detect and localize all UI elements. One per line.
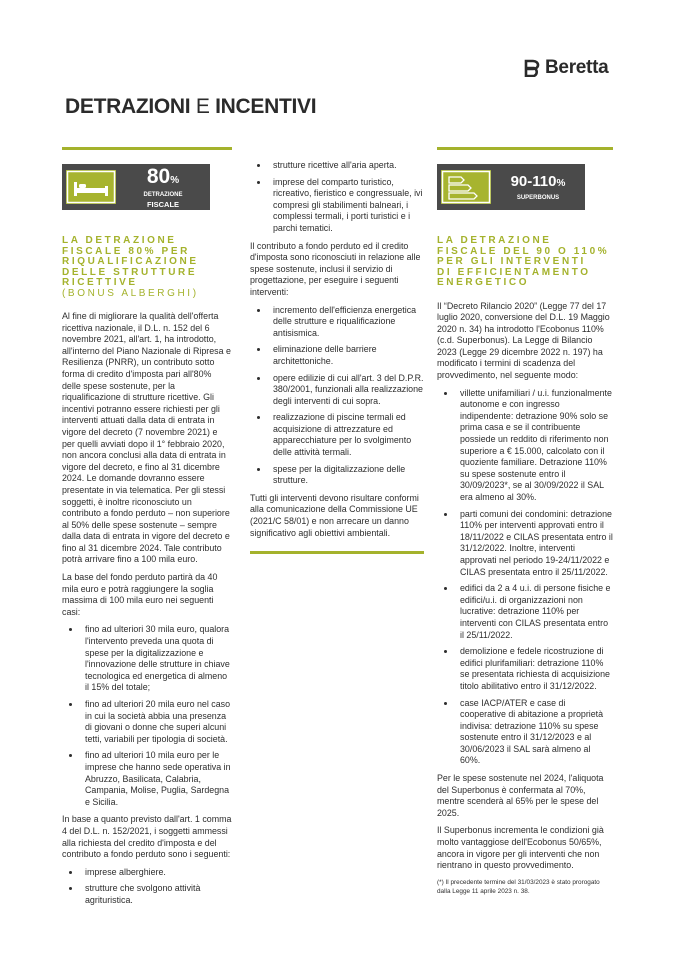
brand-logo	[523, 57, 608, 79]
list-item: • strutture che svolgono attività agrituristica.	[81, 883, 232, 906]
section-heading	[437, 236, 613, 289]
list-item: • parti comuni dei condomini: detrazione 110% per interventi approvati entro il 18/11/2022 e CILAS presentata entro il 31/12/2022. Inoltre, interventi approvati nel periodo 19-24/11/2022 e CILAS presentata entro il 25/11/2022.	[456, 509, 613, 579]
paragraph: In base a quanto previsto dall'art. 1 comma 4 del D.L. n. 152/2021, i soggetti ammessi alla richiesta del credito d'imposta e del contributo a fondo perduto sono i seguenti:	[62, 814, 232, 860]
list-item: • incremento dell'efficienza energetica delle strutture e riqualificazione antisismica.	[269, 305, 425, 340]
list-item: • realizzazione di piscine termali ed acquisizione di attrezzature ed apparecchiature per lo svolgimento delle attività termali.	[269, 412, 425, 458]
energy-class-icon	[441, 170, 491, 204]
badge-label-1: DETRAZIONE	[143, 191, 183, 198]
badge-superbonus	[437, 164, 585, 210]
list-item: • imprese alberghiere.	[81, 867, 232, 879]
heading-line: LA DETRAZIONE	[62, 235, 177, 246]
heading-line: RIQUALIFICAZIONE	[62, 256, 199, 267]
heading-line: LA DETRAZIONE	[437, 235, 552, 246]
section-rule	[62, 147, 232, 150]
heading-line: ENERGETICO	[437, 277, 530, 288]
list-item: • imprese del comparto turistico, ricreativo, fieristico e congressuale, ivi compresi gli stabilimenti balneari, i complessi termali, i porti turistici e i parchi tematici.	[269, 177, 425, 235]
page-title-part3: INCENTIVI	[215, 95, 317, 118]
list-item: • demolizione e fedele ricostruzione di edifici plurifamiliari: detrazione 110% se presentata richiesta di acquisizione titolo abilitativo entro il 31/12/2022.	[456, 646, 613, 692]
list-item: • opere edilizie di cui all'art. 3 del D.P.R. 380/2001, funzionali alla realizzazione degli interventi di cui sopra.	[269, 373, 425, 408]
badge-value: 90-110	[510, 173, 557, 190]
bullet-list	[62, 867, 232, 907]
footnote: (*) Il precedente termine del 31/03/2023 è stato prorogato dalla Legge 11 aprile 2023 n. 38.	[437, 878, 600, 895]
bullet-list	[437, 388, 613, 767]
list-item: • fino ad ulteriori 20 mila euro nel caso in cui la società abbia una presenza di giovani o donne che superi alcuni tetti, variabili per tipologia di società.	[81, 699, 232, 745]
list-item: • edifici da 2 a 4 u.i. di persone fisiche e edifici/u.i. di organizzazioni non lucrative: detrazione 110% per interventi con CILAS presentata entro il 25/11/2022.	[456, 583, 613, 641]
paragraph: Tutti gli interventi devono risultare conformi alla comunicazione della Commissione UE (2021/C 58/01) e non arrecare un danno significativo agli obiettivi ambientali.	[250, 492, 419, 538]
bullet-list	[250, 160, 425, 235]
heading-line: RICETTIVE	[62, 277, 138, 288]
badge-80	[62, 164, 210, 210]
section-heading	[62, 236, 232, 299]
paragraph: Per le spese sostenute nel 2024, l'aliquota del Superbonus è confermata al 70%, mentre scenderà al 65% per le spese del 2025.	[437, 773, 604, 818]
hotel-bed-icon	[66, 170, 116, 204]
list-item: • villette unifamiliari / u.i. funzionalmente autonome e con ingresso indipendente: detrazione 90% solo se prima casa e se il contribuente possiede un reddito di riferimento non superiore a € 15.000, calcolato con il quoziente familiare. Detrazione 110% su spese sostenute entro il 30/09/2023*, se al 30/09/2022 il SAL era almeno al 30%.	[456, 388, 613, 504]
list-item: • case IACP/ATER e case di cooperative di abitazione a proprietà indivisa: detrazione 110% su spese sostenute entro il 31/12/2023 e al 30/06/2023 il SAL sarà almeno al 60%.	[456, 698, 613, 768]
page-title-part1: DETRAZIONI	[65, 95, 191, 118]
heading-line: PER GLI INTERVENTI	[437, 256, 586, 267]
list-item: • strutture ricettive all'aria aperta.	[269, 160, 425, 172]
page-title-part2: E	[195, 95, 210, 118]
list-item: • spese per la digitalizzazione delle strutture.	[269, 464, 425, 487]
badge-percent: %	[556, 178, 566, 189]
list-item: • eliminazione delle barriere architettoniche.	[269, 344, 425, 367]
logo-text: Beretta	[545, 57, 609, 78]
paragraph: La base del fondo perduto partirà da 40 mila euro e potrà raggiungere la soglia massima di 100 mila euro nei seguenti casi:	[62, 572, 218, 617]
paragraph: Il contributo a fondo perduto ed il credito d'imposta sono riconosciuti in relazione alle spese sostenute, inclusi il servizio di progettazione, per eseguire i seguenti interventi:	[250, 240, 421, 297]
column-bonus-alberghi	[62, 147, 232, 913]
section-rule	[437, 147, 613, 150]
badge-percent: %	[170, 174, 180, 186]
column-superbonus	[437, 147, 613, 896]
heading-line: DI EFFICIENTAMENTO	[437, 266, 591, 278]
list-item: • fino ad ulteriori 30 mila euro, qualora l'intervento preveda una quota di spese per la digitalizzazione e l'innovazione delle strutture in chiave tecnologica ed energetica di almeno il 15% del totale;	[81, 624, 232, 694]
paragraph: Il “Decreto Rilancio 2020” (Legge 77 del 17 luglio 2020, conversione del D.L. 19 Maggio 2020 n. 34) ha introdotto l'Ecobonus 110% (c.d. Superbonus). La Legge di Bilancio 2023 (Legge 29 dicembre 2022 n. 197) ha modificato i termini di scadenza del provvedimento, nel seguente modo:	[437, 300, 610, 381]
column-continuation	[250, 160, 425, 554]
bullet-list	[250, 305, 425, 487]
heading-line: FISCALE 80% PER	[62, 245, 190, 257]
section-end-rule	[250, 551, 424, 554]
list-item: • fino ad ulteriori 10 mila euro per le imprese che hanno sede operativa in Abruzzo, Basilicata, Calabria, Campania, Molise, Puglia, Sardegna e Sicilia.	[81, 750, 232, 808]
badge-label-2: FISCALE	[146, 199, 180, 209]
badge-value: 80	[146, 164, 171, 188]
heading-line: FISCALE DEL 90 O 110%	[437, 245, 610, 257]
bullet-list	[62, 624, 232, 808]
badge-label-1: SUPERBONUS	[516, 195, 560, 201]
paragraph: Il Superbonus incrementa le condizioni già molto vantaggiose dell'Ecobonus 50/65%, ancora in vigore per gli interventi che non rientrano in questo provvedimento.	[437, 825, 604, 871]
page-title	[65, 95, 316, 119]
heading-line: (BONUS ALBERGHI)	[62, 287, 199, 299]
beretta-logo-icon	[523, 59, 541, 77]
paragraph: Al fine di migliorare la qualità dell'offerta ricettiva nazionale, il D.L. n. 152 del 6 novembre 2021, all'art. 1, ha introdotto, all'interno del Piano Nazionale di Ripresa e Resilienza (PNRR), un contributo sotto forma di credito d'imposta pari all'80% delle spese sostenute, per la riqualificazione di strutture ricettive. Gli incentivi potranno essere richiesti per gli interventi attuati dalla data di entrata in vigore del decreto (7 novembre 2021) e per quelli avviati dopo il 1° febbraio 2020, non ancora conclusi alla data di entrata in vigore del decreto, e fino al 31 dicembre 2024. Le domande dovranno essere presentate in via telematica. Per gli stessi soggetti, è inoltre riconosciuto un contributo a fondo perduto – non superiore al 50% delle spese sostenute – sempre dalla data di entrata in vigore del decreto e fino al 31 dicembre 2024. Tale contributo potrà arrivare fino a 100 mila euro.	[62, 311, 231, 565]
heading-line: DELLE STRUTTURE	[62, 266, 198, 278]
